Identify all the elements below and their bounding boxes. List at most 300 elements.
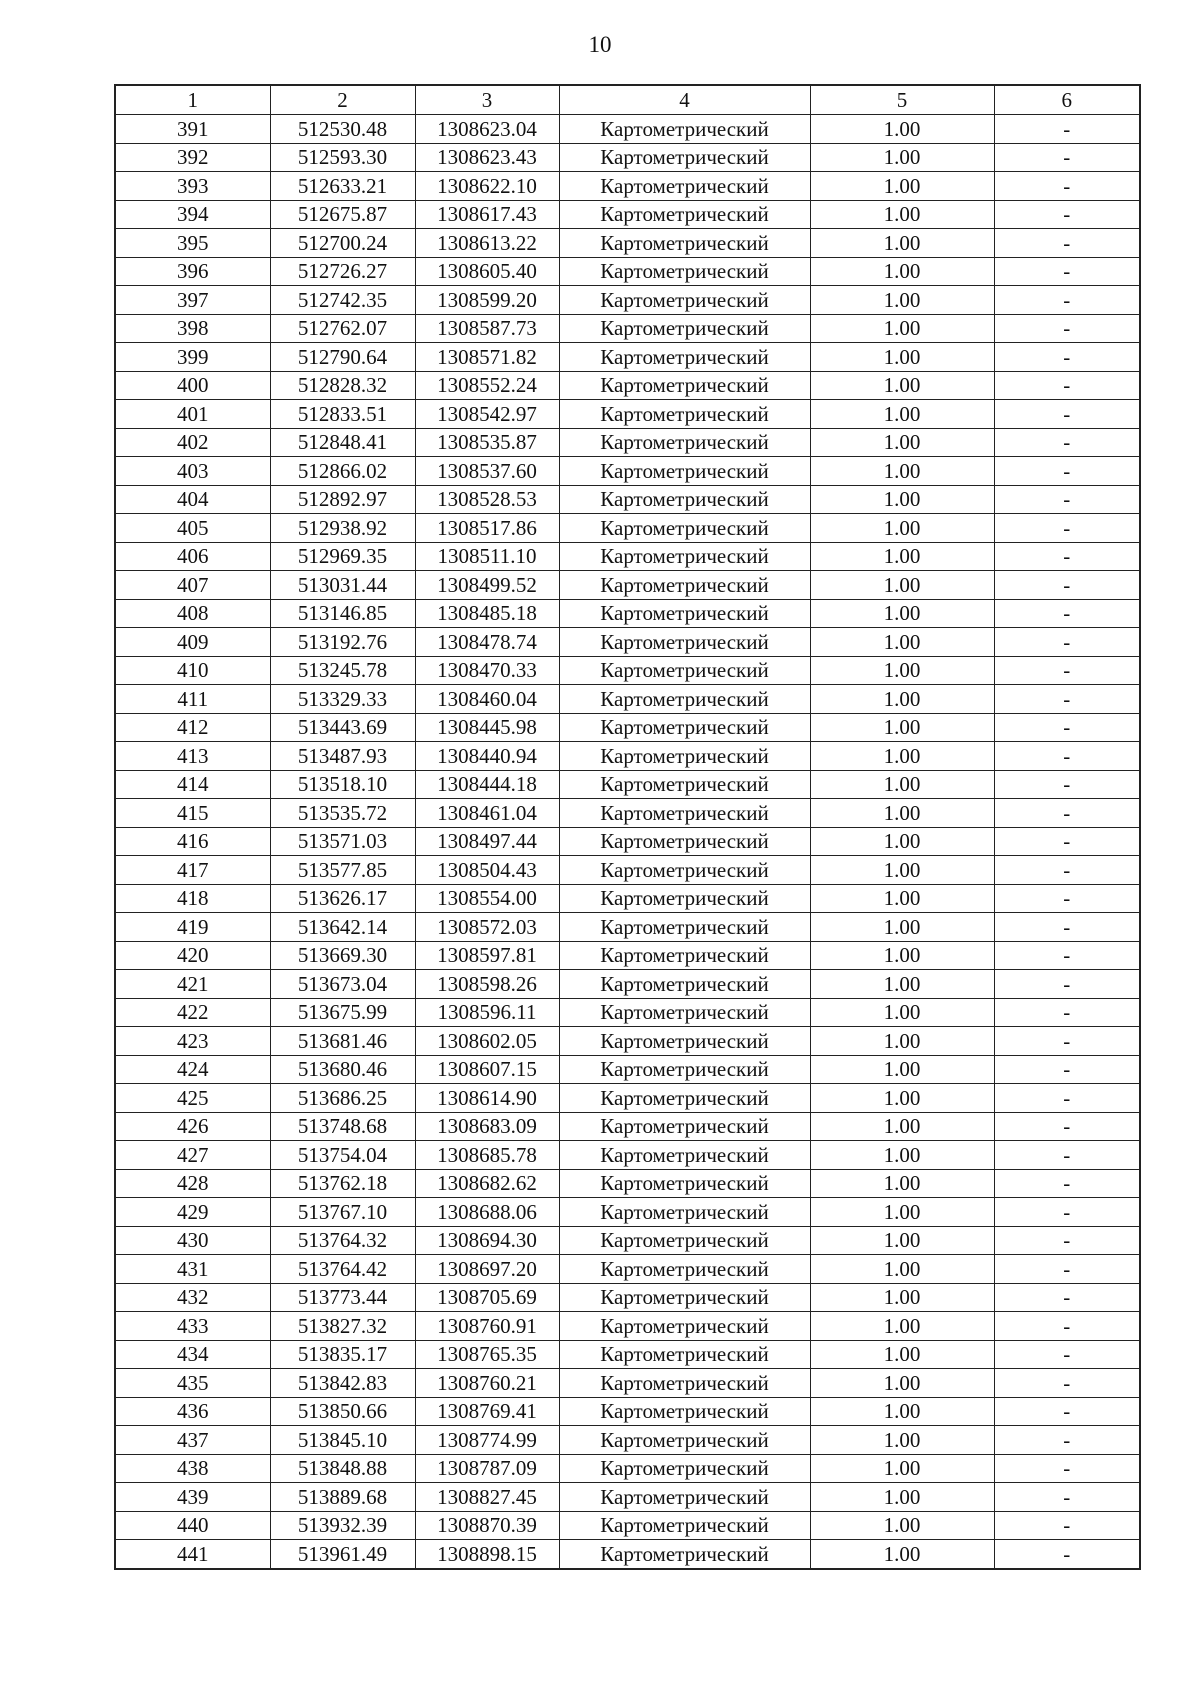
y-coordinate-cell: 1308528.53 [415, 485, 559, 514]
note-cell: - [994, 1483, 1140, 1512]
y-coordinate-cell: 1308537.60 [415, 457, 559, 486]
table-row [115, 713, 1140, 742]
method-cell: Картометрический [559, 913, 810, 942]
method-cell: Картометрический [559, 286, 810, 315]
table-row [115, 1340, 1140, 1369]
y-coordinate-cell: 1308596.11 [415, 998, 559, 1027]
method-cell: Картометрический [559, 1369, 810, 1398]
table-row [115, 856, 1140, 885]
table-row [115, 428, 1140, 457]
point-number-cell: 407 [115, 571, 270, 600]
accuracy-cell: 1.00 [810, 970, 994, 999]
method-cell: Картометрический [559, 200, 810, 229]
note-cell: - [994, 1055, 1140, 1084]
x-coordinate-cell: 513764.42 [270, 1255, 415, 1284]
table-row [115, 827, 1140, 856]
point-number-cell: 416 [115, 827, 270, 856]
x-coordinate-cell: 513835.17 [270, 1340, 415, 1369]
y-coordinate-cell: 1308552.24 [415, 371, 559, 400]
table-row [115, 571, 1140, 600]
point-number-cell: 401 [115, 400, 270, 429]
point-number-cell: 420 [115, 941, 270, 970]
point-number-cell: 391 [115, 115, 270, 144]
method-cell: Картометрический [559, 571, 810, 600]
method-cell: Картометрический [559, 1426, 810, 1455]
y-coordinate-cell: 1308572.03 [415, 913, 559, 942]
table-header-row [115, 85, 1140, 115]
note-cell: - [994, 656, 1140, 685]
x-coordinate-cell: 513626.17 [270, 884, 415, 913]
point-number-cell: 406 [115, 542, 270, 571]
note-cell: - [994, 428, 1140, 457]
point-number-cell: 398 [115, 314, 270, 343]
table-row [115, 1169, 1140, 1198]
point-number-cell: 425 [115, 1084, 270, 1113]
table-row [115, 1540, 1140, 1569]
point-number-cell: 422 [115, 998, 270, 1027]
table-row [115, 998, 1140, 1027]
note-cell: - [994, 314, 1140, 343]
method-cell: Картометрический [559, 457, 810, 486]
method-cell: Картометрический [559, 343, 810, 372]
table-row [115, 400, 1140, 429]
point-number-cell: 405 [115, 514, 270, 543]
accuracy-cell: 1.00 [810, 827, 994, 856]
accuracy-cell: 1.00 [810, 1255, 994, 1284]
note-cell: - [994, 884, 1140, 913]
accuracy-cell: 1.00 [810, 400, 994, 429]
table-row [115, 770, 1140, 799]
accuracy-cell: 1.00 [810, 685, 994, 714]
x-coordinate-cell: 513245.78 [270, 656, 415, 685]
y-coordinate-cell: 1308622.10 [415, 172, 559, 201]
x-coordinate-cell: 513762.18 [270, 1169, 415, 1198]
x-coordinate-cell: 512530.48 [270, 115, 415, 144]
accuracy-cell: 1.00 [810, 428, 994, 457]
y-coordinate-cell: 1308599.20 [415, 286, 559, 315]
note-cell: - [994, 172, 1140, 201]
table-row [115, 1084, 1140, 1113]
table-row [115, 542, 1140, 571]
y-coordinate-cell: 1308587.73 [415, 314, 559, 343]
accuracy-cell: 1.00 [810, 1397, 994, 1426]
note-cell: - [994, 1141, 1140, 1170]
y-coordinate-cell: 1308517.86 [415, 514, 559, 543]
table-row [115, 742, 1140, 771]
method-cell: Картометрический [559, 599, 810, 628]
accuracy-cell: 1.00 [810, 485, 994, 514]
y-coordinate-cell: 1308470.33 [415, 656, 559, 685]
point-number-cell: 438 [115, 1454, 270, 1483]
table-row [115, 229, 1140, 258]
y-coordinate-cell: 1308445.98 [415, 713, 559, 742]
y-coordinate-cell: 1308769.41 [415, 1397, 559, 1426]
accuracy-cell: 1.00 [810, 1426, 994, 1455]
note-cell: - [994, 742, 1140, 771]
accuracy-cell: 1.00 [810, 1283, 994, 1312]
note-cell: - [994, 257, 1140, 286]
table-row [115, 314, 1140, 343]
table-row [115, 1112, 1140, 1141]
table-row [115, 343, 1140, 372]
note-cell: - [994, 1112, 1140, 1141]
column-header: 2 [270, 85, 415, 115]
point-number-cell: 414 [115, 770, 270, 799]
note-cell: - [994, 485, 1140, 514]
point-number-cell: 403 [115, 457, 270, 486]
x-coordinate-cell: 513518.10 [270, 770, 415, 799]
note-cell: - [994, 941, 1140, 970]
accuracy-cell: 1.00 [810, 1084, 994, 1113]
x-coordinate-cell: 512742.35 [270, 286, 415, 315]
x-coordinate-cell: 513487.93 [270, 742, 415, 771]
column-header: 3 [415, 85, 559, 115]
accuracy-cell: 1.00 [810, 1540, 994, 1569]
x-coordinate-cell: 513329.33 [270, 685, 415, 714]
note-cell: - [994, 1198, 1140, 1227]
accuracy-cell: 1.00 [810, 371, 994, 400]
table-body [115, 115, 1140, 1569]
table-row [115, 1255, 1140, 1284]
method-cell: Картометрический [559, 628, 810, 657]
accuracy-cell: 1.00 [810, 514, 994, 543]
method-cell: Картометрический [559, 1112, 810, 1141]
note-cell: - [994, 1340, 1140, 1369]
point-number-cell: 429 [115, 1198, 270, 1227]
x-coordinate-cell: 512762.07 [270, 314, 415, 343]
method-cell: Картометрический [559, 115, 810, 144]
y-coordinate-cell: 1308497.44 [415, 827, 559, 856]
column-header: 4 [559, 85, 810, 115]
note-cell: - [994, 628, 1140, 657]
y-coordinate-cell: 1308598.26 [415, 970, 559, 999]
coordinates-table [114, 84, 1141, 1570]
accuracy-cell: 1.00 [810, 1312, 994, 1341]
accuracy-cell: 1.00 [810, 457, 994, 486]
note-cell: - [994, 1027, 1140, 1056]
note-cell: - [994, 571, 1140, 600]
y-coordinate-cell: 1308623.04 [415, 115, 559, 144]
point-number-cell: 431 [115, 1255, 270, 1284]
x-coordinate-cell: 513748.68 [270, 1112, 415, 1141]
y-coordinate-cell: 1308617.43 [415, 200, 559, 229]
method-cell: Картометрический [559, 229, 810, 258]
x-coordinate-cell: 512833.51 [270, 400, 415, 429]
accuracy-cell: 1.00 [810, 1511, 994, 1540]
y-coordinate-cell: 1308535.87 [415, 428, 559, 457]
point-number-cell: 437 [115, 1426, 270, 1455]
method-cell: Картометрический [559, 1198, 810, 1227]
x-coordinate-cell: 513754.04 [270, 1141, 415, 1170]
method-cell: Картометрический [559, 514, 810, 543]
accuracy-cell: 1.00 [810, 742, 994, 771]
x-coordinate-cell: 513842.83 [270, 1369, 415, 1398]
point-number-cell: 396 [115, 257, 270, 286]
note-cell: - [994, 1255, 1140, 1284]
column-header: 1 [115, 85, 270, 115]
y-coordinate-cell: 1308485.18 [415, 599, 559, 628]
x-coordinate-cell: 512828.32 [270, 371, 415, 400]
y-coordinate-cell: 1308623.43 [415, 143, 559, 172]
x-coordinate-cell: 513571.03 [270, 827, 415, 856]
y-coordinate-cell: 1308787.09 [415, 1454, 559, 1483]
method-cell: Картометрический [559, 770, 810, 799]
point-number-cell: 394 [115, 200, 270, 229]
x-coordinate-cell: 512675.87 [270, 200, 415, 229]
y-coordinate-cell: 1308504.43 [415, 856, 559, 885]
note-cell: - [994, 200, 1140, 229]
y-coordinate-cell: 1308827.45 [415, 1483, 559, 1512]
accuracy-cell: 1.00 [810, 941, 994, 970]
method-cell: Картометрический [559, 485, 810, 514]
method-cell: Картометрический [559, 941, 810, 970]
x-coordinate-cell: 512848.41 [270, 428, 415, 457]
table-row [115, 1454, 1140, 1483]
method-cell: Картометрический [559, 1084, 810, 1113]
table-row [115, 656, 1140, 685]
note-cell: - [994, 1511, 1140, 1540]
point-number-cell: 412 [115, 713, 270, 742]
note-cell: - [994, 1426, 1140, 1455]
note-cell: - [994, 799, 1140, 828]
y-coordinate-cell: 1308444.18 [415, 770, 559, 799]
x-coordinate-cell: 513669.30 [270, 941, 415, 970]
note-cell: - [994, 1169, 1140, 1198]
point-number-cell: 423 [115, 1027, 270, 1056]
accuracy-cell: 1.00 [810, 314, 994, 343]
accuracy-cell: 1.00 [810, 1169, 994, 1198]
accuracy-cell: 1.00 [810, 1340, 994, 1369]
table-row [115, 685, 1140, 714]
table-row [115, 1055, 1140, 1084]
page-number: 10 [588, 32, 612, 57]
note-cell: - [994, 457, 1140, 486]
x-coordinate-cell: 512969.35 [270, 542, 415, 571]
y-coordinate-cell: 1308607.15 [415, 1055, 559, 1084]
table-row [115, 143, 1140, 172]
y-coordinate-cell: 1308705.69 [415, 1283, 559, 1312]
accuracy-cell: 1.00 [810, 1454, 994, 1483]
accuracy-cell: 1.00 [810, 913, 994, 942]
table-row [115, 172, 1140, 201]
table-row [115, 1426, 1140, 1455]
x-coordinate-cell: 513932.39 [270, 1511, 415, 1540]
y-coordinate-cell: 1308765.35 [415, 1340, 559, 1369]
x-coordinate-cell: 513146.85 [270, 599, 415, 628]
method-cell: Картометрический [559, 1340, 810, 1369]
method-cell: Картометрический [559, 314, 810, 343]
note-cell: - [994, 856, 1140, 885]
method-cell: Картометрический [559, 1397, 810, 1426]
y-coordinate-cell: 1308499.52 [415, 571, 559, 600]
y-coordinate-cell: 1308870.39 [415, 1511, 559, 1540]
x-coordinate-cell: 513192.76 [270, 628, 415, 657]
method-cell: Картометрический [559, 884, 810, 913]
method-cell: Картометрический [559, 1027, 810, 1056]
point-number-cell: 424 [115, 1055, 270, 1084]
table-row [115, 941, 1140, 970]
table-row [115, 1226, 1140, 1255]
x-coordinate-cell: 513673.04 [270, 970, 415, 999]
y-coordinate-cell: 1308440.94 [415, 742, 559, 771]
method-cell: Картометрический [559, 1226, 810, 1255]
x-coordinate-cell: 513675.99 [270, 998, 415, 1027]
y-coordinate-cell: 1308461.04 [415, 799, 559, 828]
note-cell: - [994, 827, 1140, 856]
method-cell: Картометрический [559, 970, 810, 999]
accuracy-cell: 1.00 [810, 1027, 994, 1056]
y-coordinate-cell: 1308683.09 [415, 1112, 559, 1141]
point-number-cell: 392 [115, 143, 270, 172]
method-cell: Картометрический [559, 1283, 810, 1312]
method-cell: Картометрический [559, 1454, 810, 1483]
point-number-cell: 395 [115, 229, 270, 258]
y-coordinate-cell: 1308478.74 [415, 628, 559, 657]
note-cell: - [994, 542, 1140, 571]
table-row [115, 1369, 1140, 1398]
y-coordinate-cell: 1308685.78 [415, 1141, 559, 1170]
method-cell: Картометрический [559, 685, 810, 714]
y-coordinate-cell: 1308460.04 [415, 685, 559, 714]
table-row [115, 1483, 1140, 1512]
column-header: 5 [810, 85, 994, 115]
x-coordinate-cell: 513443.69 [270, 713, 415, 742]
y-coordinate-cell: 1308554.00 [415, 884, 559, 913]
point-number-cell: 428 [115, 1169, 270, 1198]
table-row [115, 1312, 1140, 1341]
method-cell: Картометрический [559, 1483, 810, 1512]
point-number-cell: 393 [115, 172, 270, 201]
accuracy-cell: 1.00 [810, 1369, 994, 1398]
note-cell: - [994, 371, 1140, 400]
y-coordinate-cell: 1308682.62 [415, 1169, 559, 1198]
accuracy-cell: 1.00 [810, 998, 994, 1027]
note-cell: - [994, 1084, 1140, 1113]
x-coordinate-cell: 512866.02 [270, 457, 415, 486]
accuracy-cell: 1.00 [810, 343, 994, 372]
y-coordinate-cell: 1308760.21 [415, 1369, 559, 1398]
x-coordinate-cell: 512700.24 [270, 229, 415, 258]
accuracy-cell: 1.00 [810, 542, 994, 571]
note-cell: - [994, 1454, 1140, 1483]
note-cell: - [994, 1312, 1140, 1341]
method-cell: Картометрический [559, 656, 810, 685]
method-cell: Картометрический [559, 799, 810, 828]
point-number-cell: 399 [115, 343, 270, 372]
x-coordinate-cell: 513827.32 [270, 1312, 415, 1341]
column-header: 6 [994, 85, 1140, 115]
point-number-cell: 410 [115, 656, 270, 685]
point-number-cell: 400 [115, 371, 270, 400]
note-cell: - [994, 400, 1140, 429]
point-number-cell: 441 [115, 1540, 270, 1569]
accuracy-cell: 1.00 [810, 1198, 994, 1227]
x-coordinate-cell: 513961.49 [270, 1540, 415, 1569]
method-cell: Картометрический [559, 827, 810, 856]
point-number-cell: 411 [115, 685, 270, 714]
note-cell: - [994, 770, 1140, 799]
y-coordinate-cell: 1308614.90 [415, 1084, 559, 1113]
note-cell: - [994, 998, 1140, 1027]
point-number-cell: 435 [115, 1369, 270, 1398]
point-number-cell: 413 [115, 742, 270, 771]
point-number-cell: 408 [115, 599, 270, 628]
point-number-cell: 409 [115, 628, 270, 657]
note-cell: - [994, 115, 1140, 144]
point-number-cell: 427 [115, 1141, 270, 1170]
note-cell: - [994, 970, 1140, 999]
point-number-cell: 415 [115, 799, 270, 828]
y-coordinate-cell: 1308688.06 [415, 1198, 559, 1227]
table-row [115, 1027, 1140, 1056]
y-coordinate-cell: 1308760.91 [415, 1312, 559, 1341]
x-coordinate-cell: 513680.46 [270, 1055, 415, 1084]
method-cell: Картометрический [559, 856, 810, 885]
accuracy-cell: 1.00 [810, 770, 994, 799]
point-number-cell: 421 [115, 970, 270, 999]
table-row [115, 371, 1140, 400]
x-coordinate-cell: 513031.44 [270, 571, 415, 600]
x-coordinate-cell: 512726.27 [270, 257, 415, 286]
table-row [115, 913, 1140, 942]
accuracy-cell: 1.00 [810, 856, 994, 885]
note-cell: - [994, 1540, 1140, 1569]
note-cell: - [994, 1226, 1140, 1255]
note-cell: - [994, 229, 1140, 258]
y-coordinate-cell: 1308694.30 [415, 1226, 559, 1255]
accuracy-cell: 1.00 [810, 115, 994, 144]
y-coordinate-cell: 1308511.10 [415, 542, 559, 571]
point-number-cell: 436 [115, 1397, 270, 1426]
accuracy-cell: 1.00 [810, 286, 994, 315]
table-row [115, 1283, 1140, 1312]
table-row [115, 257, 1140, 286]
x-coordinate-cell: 513642.14 [270, 913, 415, 942]
accuracy-cell: 1.00 [810, 229, 994, 258]
method-cell: Картометрический [559, 1255, 810, 1284]
y-coordinate-cell: 1308597.81 [415, 941, 559, 970]
y-coordinate-cell: 1308571.82 [415, 343, 559, 372]
accuracy-cell: 1.00 [810, 656, 994, 685]
y-coordinate-cell: 1308605.40 [415, 257, 559, 286]
table-row [115, 200, 1140, 229]
note-cell: - [994, 913, 1140, 942]
table-row [115, 884, 1140, 913]
accuracy-cell: 1.00 [810, 1141, 994, 1170]
x-coordinate-cell: 513535.72 [270, 799, 415, 828]
x-coordinate-cell: 512892.97 [270, 485, 415, 514]
method-cell: Картометрический [559, 713, 810, 742]
table-row [115, 1198, 1140, 1227]
accuracy-cell: 1.00 [810, 884, 994, 913]
x-coordinate-cell: 512593.30 [270, 143, 415, 172]
table-row [115, 1511, 1140, 1540]
note-cell: - [994, 1369, 1140, 1398]
method-cell: Картометрический [559, 1511, 810, 1540]
point-number-cell: 402 [115, 428, 270, 457]
table-row [115, 628, 1140, 657]
method-cell: Картометрический [559, 400, 810, 429]
table-row [115, 970, 1140, 999]
accuracy-cell: 1.00 [810, 1226, 994, 1255]
table-row [115, 286, 1140, 315]
method-cell: Картометрический [559, 1312, 810, 1341]
note-cell: - [994, 343, 1140, 372]
accuracy-cell: 1.00 [810, 1055, 994, 1084]
x-coordinate-cell: 512938.92 [270, 514, 415, 543]
x-coordinate-cell: 513577.85 [270, 856, 415, 885]
note-cell: - [994, 685, 1140, 714]
